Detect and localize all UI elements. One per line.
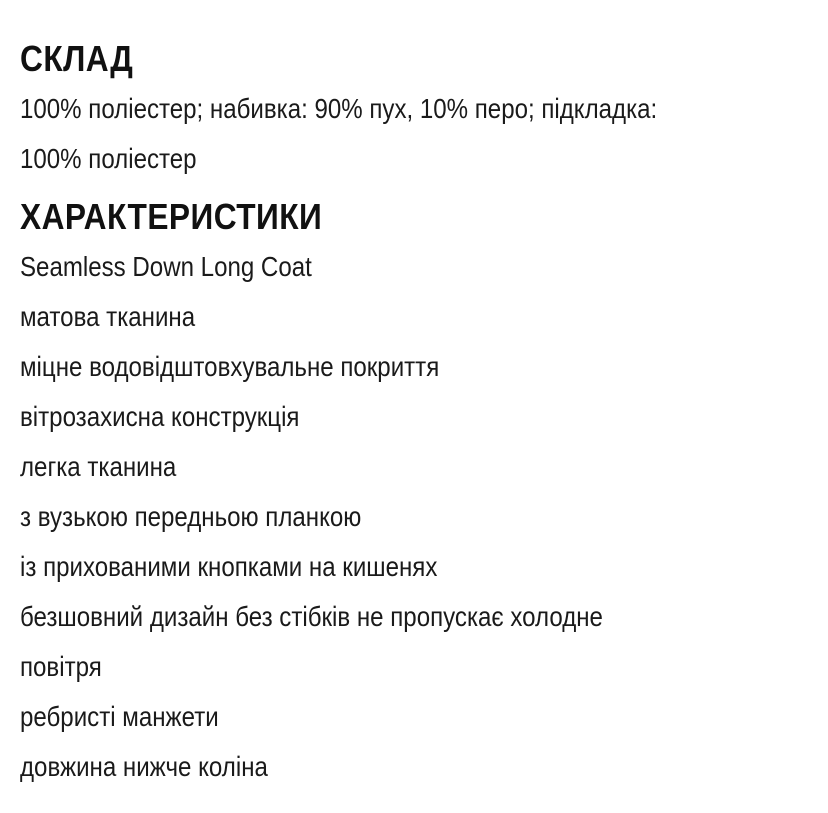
composition-line: 100% поліестер	[20, 143, 197, 174]
feature-item: із прихованими кнопками на кишенях	[20, 551, 438, 582]
feature-item: довжина нижче коліна	[20, 751, 268, 782]
feature-item: безшовний дизайн без стібків не пропускає холодне	[20, 601, 603, 632]
feature-item: з вузькою передньою планкою	[20, 501, 362, 532]
features-title: ХАРАКТЕРИСТИКИ	[20, 196, 323, 237]
features-section	[20, 192, 810, 792]
feature-item: вітрозахисна конструкція	[20, 401, 300, 432]
feature-item: легка тканина	[20, 451, 177, 482]
composition-line: 100% поліестер; набивка: 90% пух, 10% перо; підкладка:	[20, 93, 658, 124]
feature-item: ребристі манжети	[20, 701, 219, 732]
features-list	[20, 242, 810, 792]
feature-item: міцне водовідштовхувальне покриття	[20, 351, 440, 382]
product-details	[20, 34, 810, 792]
feature-item: повітря	[20, 651, 102, 682]
composition-section	[20, 34, 810, 184]
feature-item: матова тканина	[20, 301, 196, 332]
feature-item: Seamless Down Long Coat	[20, 251, 312, 282]
composition-title: СКЛАД	[20, 38, 134, 79]
